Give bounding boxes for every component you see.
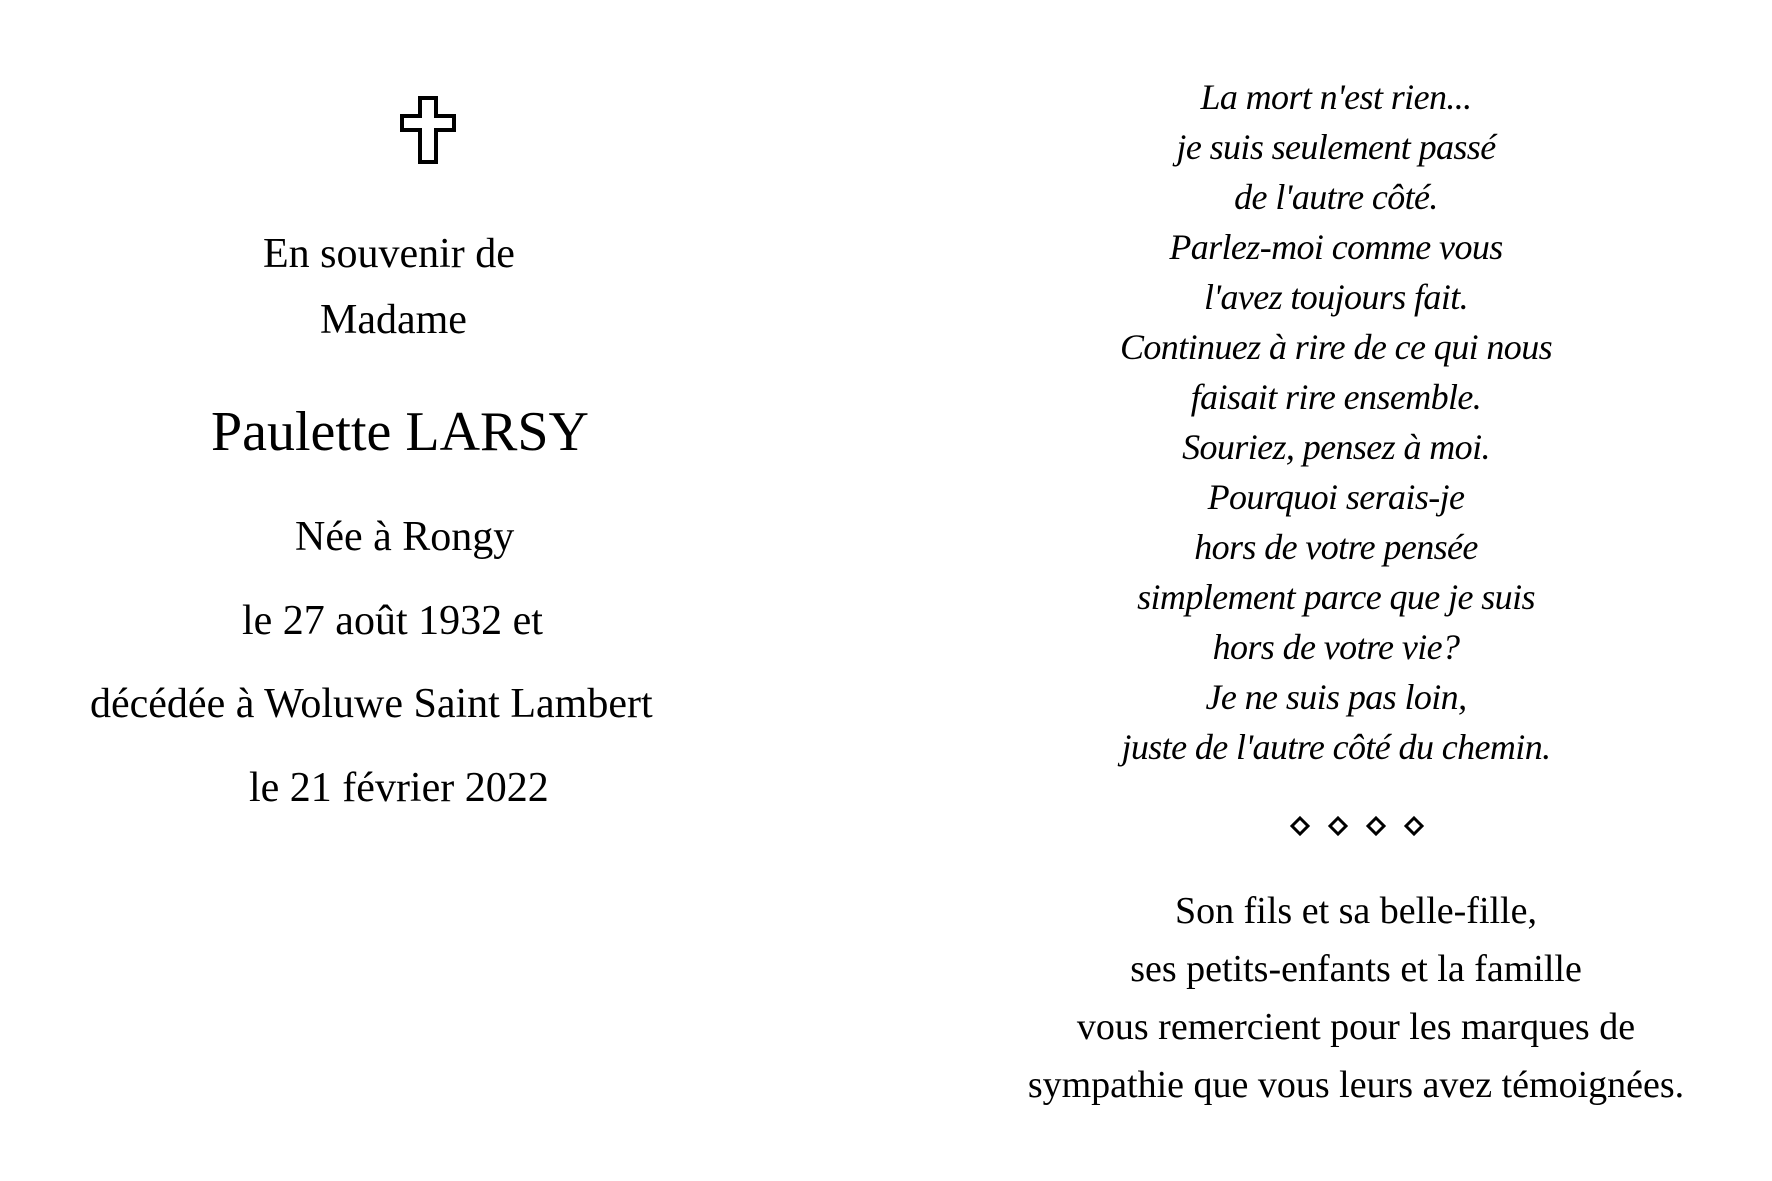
poem-line: de l'autre côté. xyxy=(1234,177,1438,217)
intro-text: En souvenir de xyxy=(263,231,515,277)
thanks-line: vous remercient pour les marques de xyxy=(1076,1006,1636,1048)
poem xyxy=(1066,72,1606,772)
thanks-line: ses petits-enfants et la famille xyxy=(1130,948,1582,990)
poem-line: La mort n'est rien... xyxy=(1200,77,1472,117)
poem-line: Parlez-moi comme vous xyxy=(1169,227,1503,267)
title-text: Madame xyxy=(320,297,467,343)
death-place: décédée à Woluwe Saint Lambert xyxy=(90,681,653,727)
poem-line: Continuez à rire de ce qui nous xyxy=(1119,327,1552,367)
poem-line: je suis seulement passé xyxy=(1176,127,1496,167)
poem-line: faisait rire ensemble. xyxy=(1190,377,1482,417)
thanks-message xyxy=(976,882,1736,1114)
poem-line: hors de votre pensée xyxy=(1194,527,1478,567)
poem-line: simplement parce que je suis xyxy=(1137,577,1535,617)
poem-line: Je ne suis pas loin, xyxy=(1205,677,1467,717)
poem-line: l'avez toujours fait. xyxy=(1203,277,1469,317)
cross-icon xyxy=(400,96,456,164)
deceased-name: Paulette LARSY xyxy=(211,401,589,463)
poem-line: juste de l'autre côté du chemin. xyxy=(1121,727,1551,767)
right-panel xyxy=(886,0,1772,1181)
birth-date: le 27 août 1932 et xyxy=(242,598,543,644)
diamond-divider-icon xyxy=(1286,812,1434,840)
death-date: le 21 février 2022 xyxy=(249,765,549,811)
poem-line: Pourquoi serais-je xyxy=(1207,477,1465,517)
birth-place: Née à Rongy xyxy=(295,514,515,560)
thanks-line: Son fils et sa belle-fille, xyxy=(1175,890,1537,932)
poem-line: hors de votre vie? xyxy=(1212,627,1460,667)
thanks-line: sympathie que vous leurs avez témoignées. xyxy=(1027,1064,1685,1106)
poem-line: Souriez, pensez à moi. xyxy=(1182,427,1490,467)
